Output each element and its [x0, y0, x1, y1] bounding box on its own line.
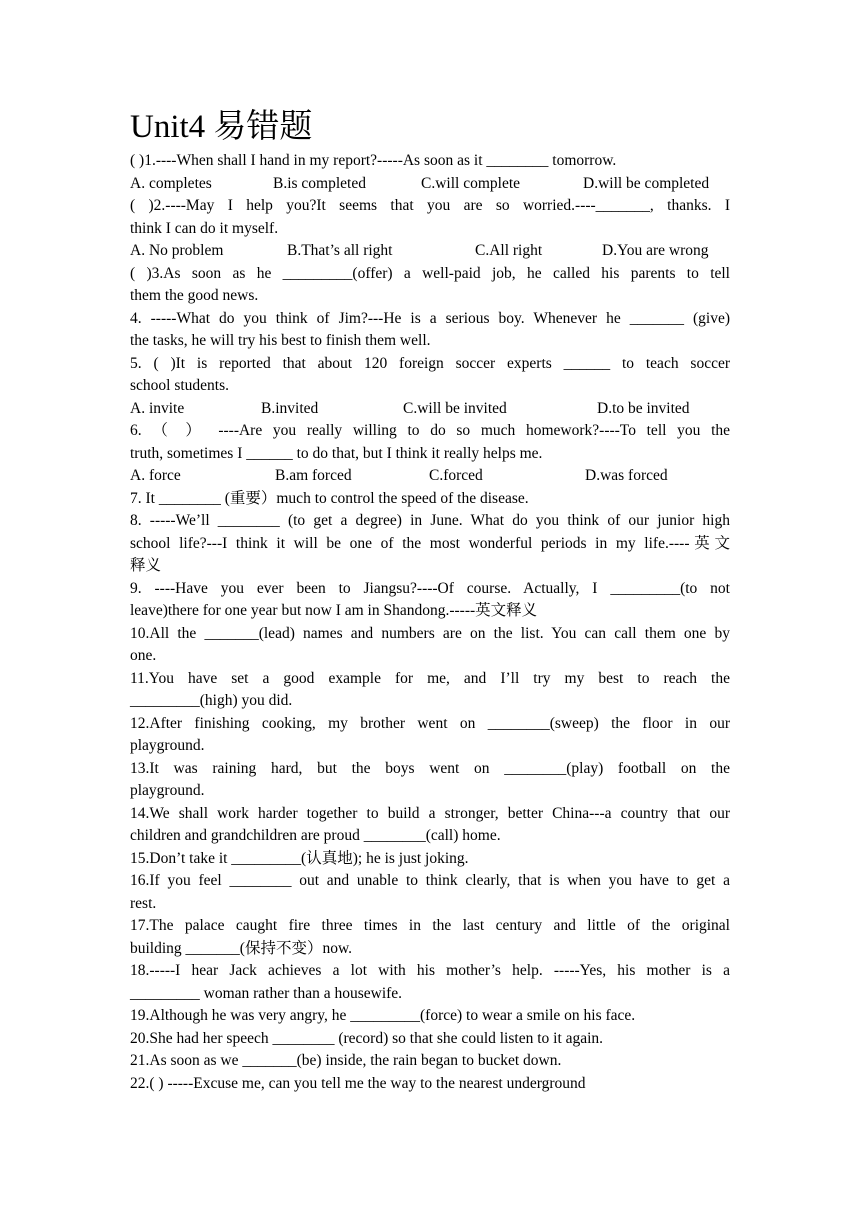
question-line: 19.Although he was very angry, he _________(force) to wear a smile on his face. [130, 1007, 636, 1024]
page-title: Unit4 易错题 [130, 109, 313, 145]
option-d: D.was forced [585, 467, 668, 484]
question-line: 12.After finishing cooking, my brother went on ________(sweep) the floor in our [130, 714, 730, 732]
question-line: _________ woman rather than a housewife. [130, 984, 403, 1002]
question-line: 22.( ) -----Excuse me, can you tell me the way to the nearest underground [130, 1074, 586, 1092]
question-line: 20.She had her speech ________ (record) so that she could listen to it again. [130, 1029, 604, 1047]
question-line: school students. [130, 377, 230, 394]
question-line: 16.If you feel ________ out and unable to think clearly, that is when you have to get a [130, 872, 730, 889]
question-line: playground. [130, 737, 205, 754]
option-a: A. force [130, 467, 181, 484]
question-line: one. [130, 647, 157, 664]
answer-options [130, 398, 730, 421]
question-line: think I can do it myself. [130, 219, 279, 237]
option-a: A. completes [130, 174, 212, 192]
question-line: 14.We shall work harder together to build a stronger, better China---a country that our [130, 804, 730, 822]
option-b: B.That’s all right [287, 242, 393, 259]
question-line: school life?---I think it will be one of the most wonderful periods in my life.----英文 [130, 534, 730, 552]
question-line: 4. -----What do you think of Jim?---He is a serious boy. Whenever he _______ (give) [130, 309, 730, 327]
question-line: 13.It was raining hard, but the boys went on ________(play) football on the [130, 759, 730, 777]
question-line: 释义 [130, 557, 162, 574]
option-c: C.will complete [421, 174, 521, 192]
question-line: building _______(保持不变）now. [130, 939, 353, 957]
question-line: _________(high) you did. [130, 692, 293, 709]
option-d: D.You are wrong [602, 242, 709, 259]
question-line: ( )3.As soon as he _________(offer) a well-paid job, he called his parents to tell [130, 264, 730, 282]
option-b: B.invited [261, 399, 319, 417]
question-line: 17.The palace caught fire three times in the last century and little of the original [130, 917, 730, 934]
question-line: 6. （ ） ----Are you really willing to do so much homework?----To tell you the [130, 422, 730, 439]
question-line: the tasks, he will try his best to finish them well. [130, 332, 431, 349]
question-line: ( )1.----When shall I hand in my report?-----As soon as it ________ tomorrow. [130, 152, 617, 169]
question-line: leave)there for one year but now I am in Shandong.-----英文释义 [130, 602, 538, 619]
option-c: C.will be invited [403, 399, 507, 417]
question-line: 10.All the _______(lead) names and numbers are on the list. You can call them one by [130, 624, 730, 642]
question-line: children and grandchildren are proud ________(call) home. [130, 827, 501, 844]
question-line: 11.You have set a good example for me, and I’ll try my best to reach the [130, 669, 730, 687]
question-line: rest. [130, 894, 157, 912]
option-c: C.forced [429, 467, 483, 484]
option-a: A. invite [130, 399, 185, 417]
question-line: playground. [130, 782, 205, 799]
question-line: 9. ----Have you ever been to Jiangsu?----Of course. Actually, I _________(to not [130, 579, 730, 597]
question-list [130, 150, 730, 1095]
question-line: 21.As soon as we _______(be) inside, the rain began to bucket down. [130, 1052, 562, 1069]
question-line: 15.Don’t take it _________(认真地); he is just joking. [130, 849, 469, 867]
option-b: B.am forced [275, 467, 352, 484]
question-line: 7. It ________ (重要）much to control the speed of the disease. [130, 489, 529, 507]
option-b: B.is completed [273, 174, 366, 192]
answer-options [130, 240, 730, 263]
question-line: 5. ( )It is reported that about 120 foreign soccer experts ______ to teach soccer [130, 354, 730, 372]
option-d: D.to be invited [597, 399, 690, 417]
option-c: C.All right [475, 242, 543, 259]
answer-options [130, 465, 730, 488]
option-a: A. No problem [130, 242, 224, 259]
question-line: them the good news. [130, 287, 259, 304]
question-line: truth, sometimes I ______ to do that, but I think it really helps me. [130, 444, 543, 462]
answer-options [130, 173, 730, 196]
question-line: 8. -----We’ll ________ (to get a degree) in June. What do you think of our junior high [130, 512, 730, 529]
option-d: D.will be completed [583, 174, 710, 192]
question-line: ( )2.----May I help you?It seems that you are so worried.----_______, thanks. I [130, 197, 730, 214]
question-line: 18.-----I hear Jack achieves a lot with his mother’s help. -----Yes, his mother is a [130, 962, 730, 979]
